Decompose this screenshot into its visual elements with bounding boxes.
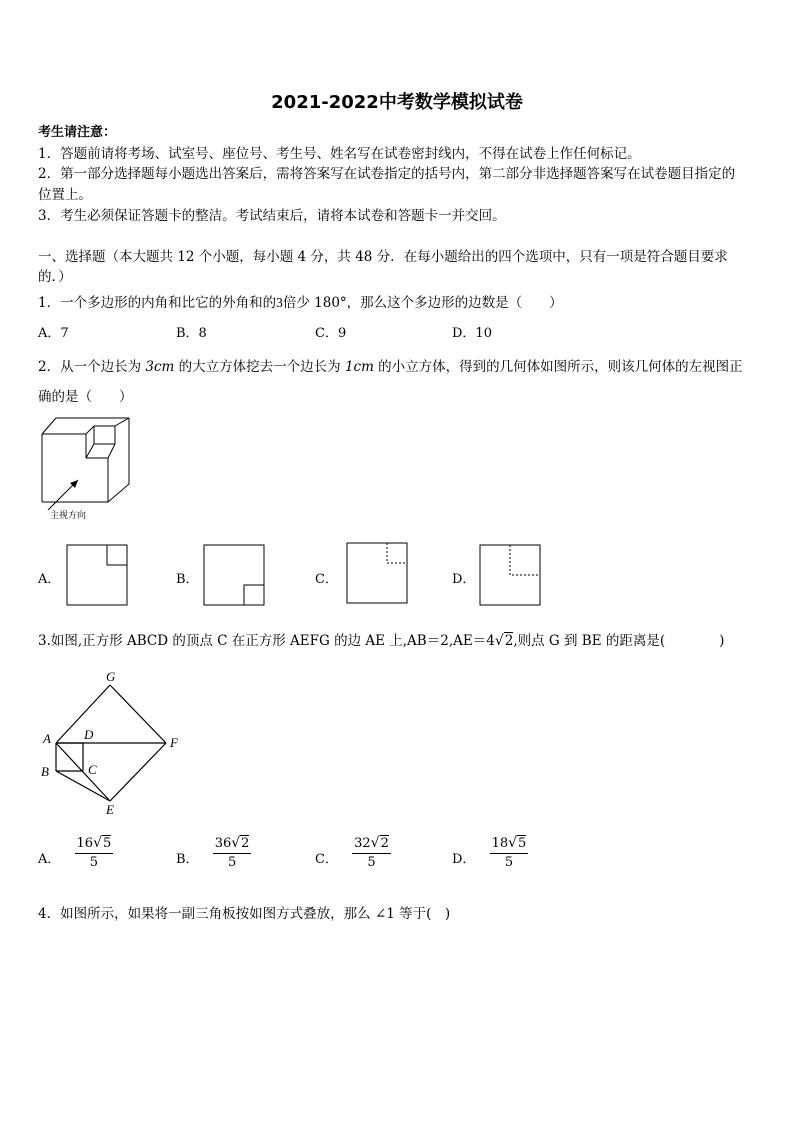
numerator-coef: 16 <box>76 835 94 851</box>
notice-item-1: 1．答题前请将考场、试室号、座位号、考生号、姓名写在试卷密封线内，不得在试卷上作任何标记。 <box>38 146 641 162</box>
numerator-radicand: 2 <box>380 835 389 851</box>
q3-option-b-fraction <box>213 835 252 871</box>
question-1-text <box>38 291 563 311</box>
label-f: F <box>170 735 178 750</box>
q3-text-a: 3.如图,正方形 ABCD 的顶点 C 在正方形 AEFG 的边 AE 上,AB＝2,AE＝ <box>38 633 487 649</box>
q2-option-b-label[interactable]: B． <box>176 572 199 587</box>
sqrt-icon: √ <box>508 834 518 851</box>
label-a: A <box>43 731 51 746</box>
q3-option-b-label: B． <box>176 852 199 867</box>
q2-text-c: 的小立方体，得到的几何体如图所示，则该几何体的左视图正 <box>373 359 743 375</box>
numerator-radicand: 2 <box>241 835 250 851</box>
numerator-coef: 36 <box>214 835 232 851</box>
page-title: 2021-2022中考数学模拟试卷 <box>271 92 523 113</box>
q2-option-c-figure[interactable] <box>346 542 410 606</box>
denominator: 5 <box>504 854 514 870</box>
q2-option-b-figure[interactable] <box>203 544 267 608</box>
q4-angle: ∠1 <box>374 906 395 922</box>
q3-option-c-fraction <box>352 835 391 871</box>
q1-option-d[interactable]: D．10 <box>452 326 492 341</box>
denominator: 5 <box>367 854 376 870</box>
notice-heading: 考生请注意： <box>38 125 117 140</box>
question-2-text-cont: 确的是（ ） <box>38 389 133 405</box>
q1-text-a: 1．一个多边形的内角和比它的外角和的 <box>38 295 277 311</box>
q3-text-b: ,则点 G 到 BE 的距离是( ) <box>513 633 725 649</box>
q3-geometry-figure <box>36 668 186 818</box>
sqrt-icon: √ <box>494 633 504 649</box>
label-c: C <box>88 762 97 777</box>
label-g: G <box>106 669 116 684</box>
q4-text-b: 等于( ) <box>394 906 451 922</box>
q2-option-a-label[interactable]: A． <box>38 572 61 587</box>
q2-option-d-figure[interactable] <box>479 544 543 608</box>
q3-option-a[interactable] <box>38 834 113 870</box>
q2-figure-caption: 主视方向 <box>50 510 87 520</box>
q2-option-c-label[interactable]: C． <box>315 572 338 587</box>
q2-option-a-figure[interactable] <box>66 544 130 608</box>
q2-option-d-label[interactable]: D． <box>452 572 476 587</box>
q3-option-d[interactable] <box>452 834 528 870</box>
q2-unit-1: 3cm <box>145 359 175 375</box>
q2-cube-figure <box>38 414 138 524</box>
q1-text-b: 倍少 180°，那么这个多边形的边数是（ ） <box>282 295 563 311</box>
q3-option-a-fraction <box>75 835 114 871</box>
numerator-radicand: 5 <box>518 835 527 851</box>
q1-option-c[interactable]: C．9 <box>315 326 347 341</box>
question-2-text <box>38 355 743 375</box>
label-d: D <box>84 727 94 742</box>
q1-number: 3 <box>276 295 283 310</box>
q2-text-a: 2．从一个边长为 <box>38 359 146 375</box>
question-4-text <box>38 902 450 922</box>
section-heading-line2: 的．） <box>38 269 72 285</box>
section-heading-line1: 一、选择题（本大题共 12 个小题，每小题 4 分，共 48 分．在每小题给出的四个选项中，只有一项是符合题目要求 <box>38 249 728 265</box>
q2-text-b: 的大立方体挖去一个边长为 <box>174 359 345 375</box>
label-e: E <box>106 802 114 817</box>
sqrt-icon: √ <box>231 834 241 851</box>
notice-item-3: 3．考生必须保证答题卡的整洁。考试结束后，请将本试卷和答题卡一并交回。 <box>38 208 506 224</box>
q3-ae-coef: 4 <box>486 633 495 649</box>
numerator-radicand: 5 <box>103 835 112 851</box>
notice-item-2: 2．第一部分选择题每小题选出答案后，需将答案写在试卷指定的括号内，第二部分非选择题答案写在试卷题目指定的 <box>38 166 736 182</box>
q3-option-d-label: D． <box>452 852 476 867</box>
q3-option-c-label: C． <box>315 852 338 867</box>
q1-option-a[interactable]: A．7 <box>38 326 69 341</box>
q3-option-b[interactable] <box>176 834 251 870</box>
q2-unit-2: 1cm <box>344 359 374 375</box>
q4-text-a: 4．如图所示，如果将一副三角板按如图方式叠放，那么 <box>38 906 375 922</box>
label-b: B <box>41 764 49 779</box>
q3-option-d-fraction <box>490 835 529 871</box>
denominator: 5 <box>227 854 237 870</box>
denominator: 5 <box>89 854 99 870</box>
numerator-coef: 18 <box>491 835 509 851</box>
q3-option-a-label: A． <box>38 852 61 867</box>
numerator-coef: 32 <box>354 835 371 851</box>
q3-ae-radicand: 2 <box>504 633 514 649</box>
notice-item-2-cont: 位置上。 <box>38 187 92 203</box>
question-3-text <box>38 629 724 649</box>
sqrt-icon: √ <box>370 834 380 851</box>
q3-option-c[interactable] <box>315 834 391 870</box>
q1-option-b[interactable]: B．8 <box>176 326 207 341</box>
sqrt-icon: √ <box>93 834 102 851</box>
